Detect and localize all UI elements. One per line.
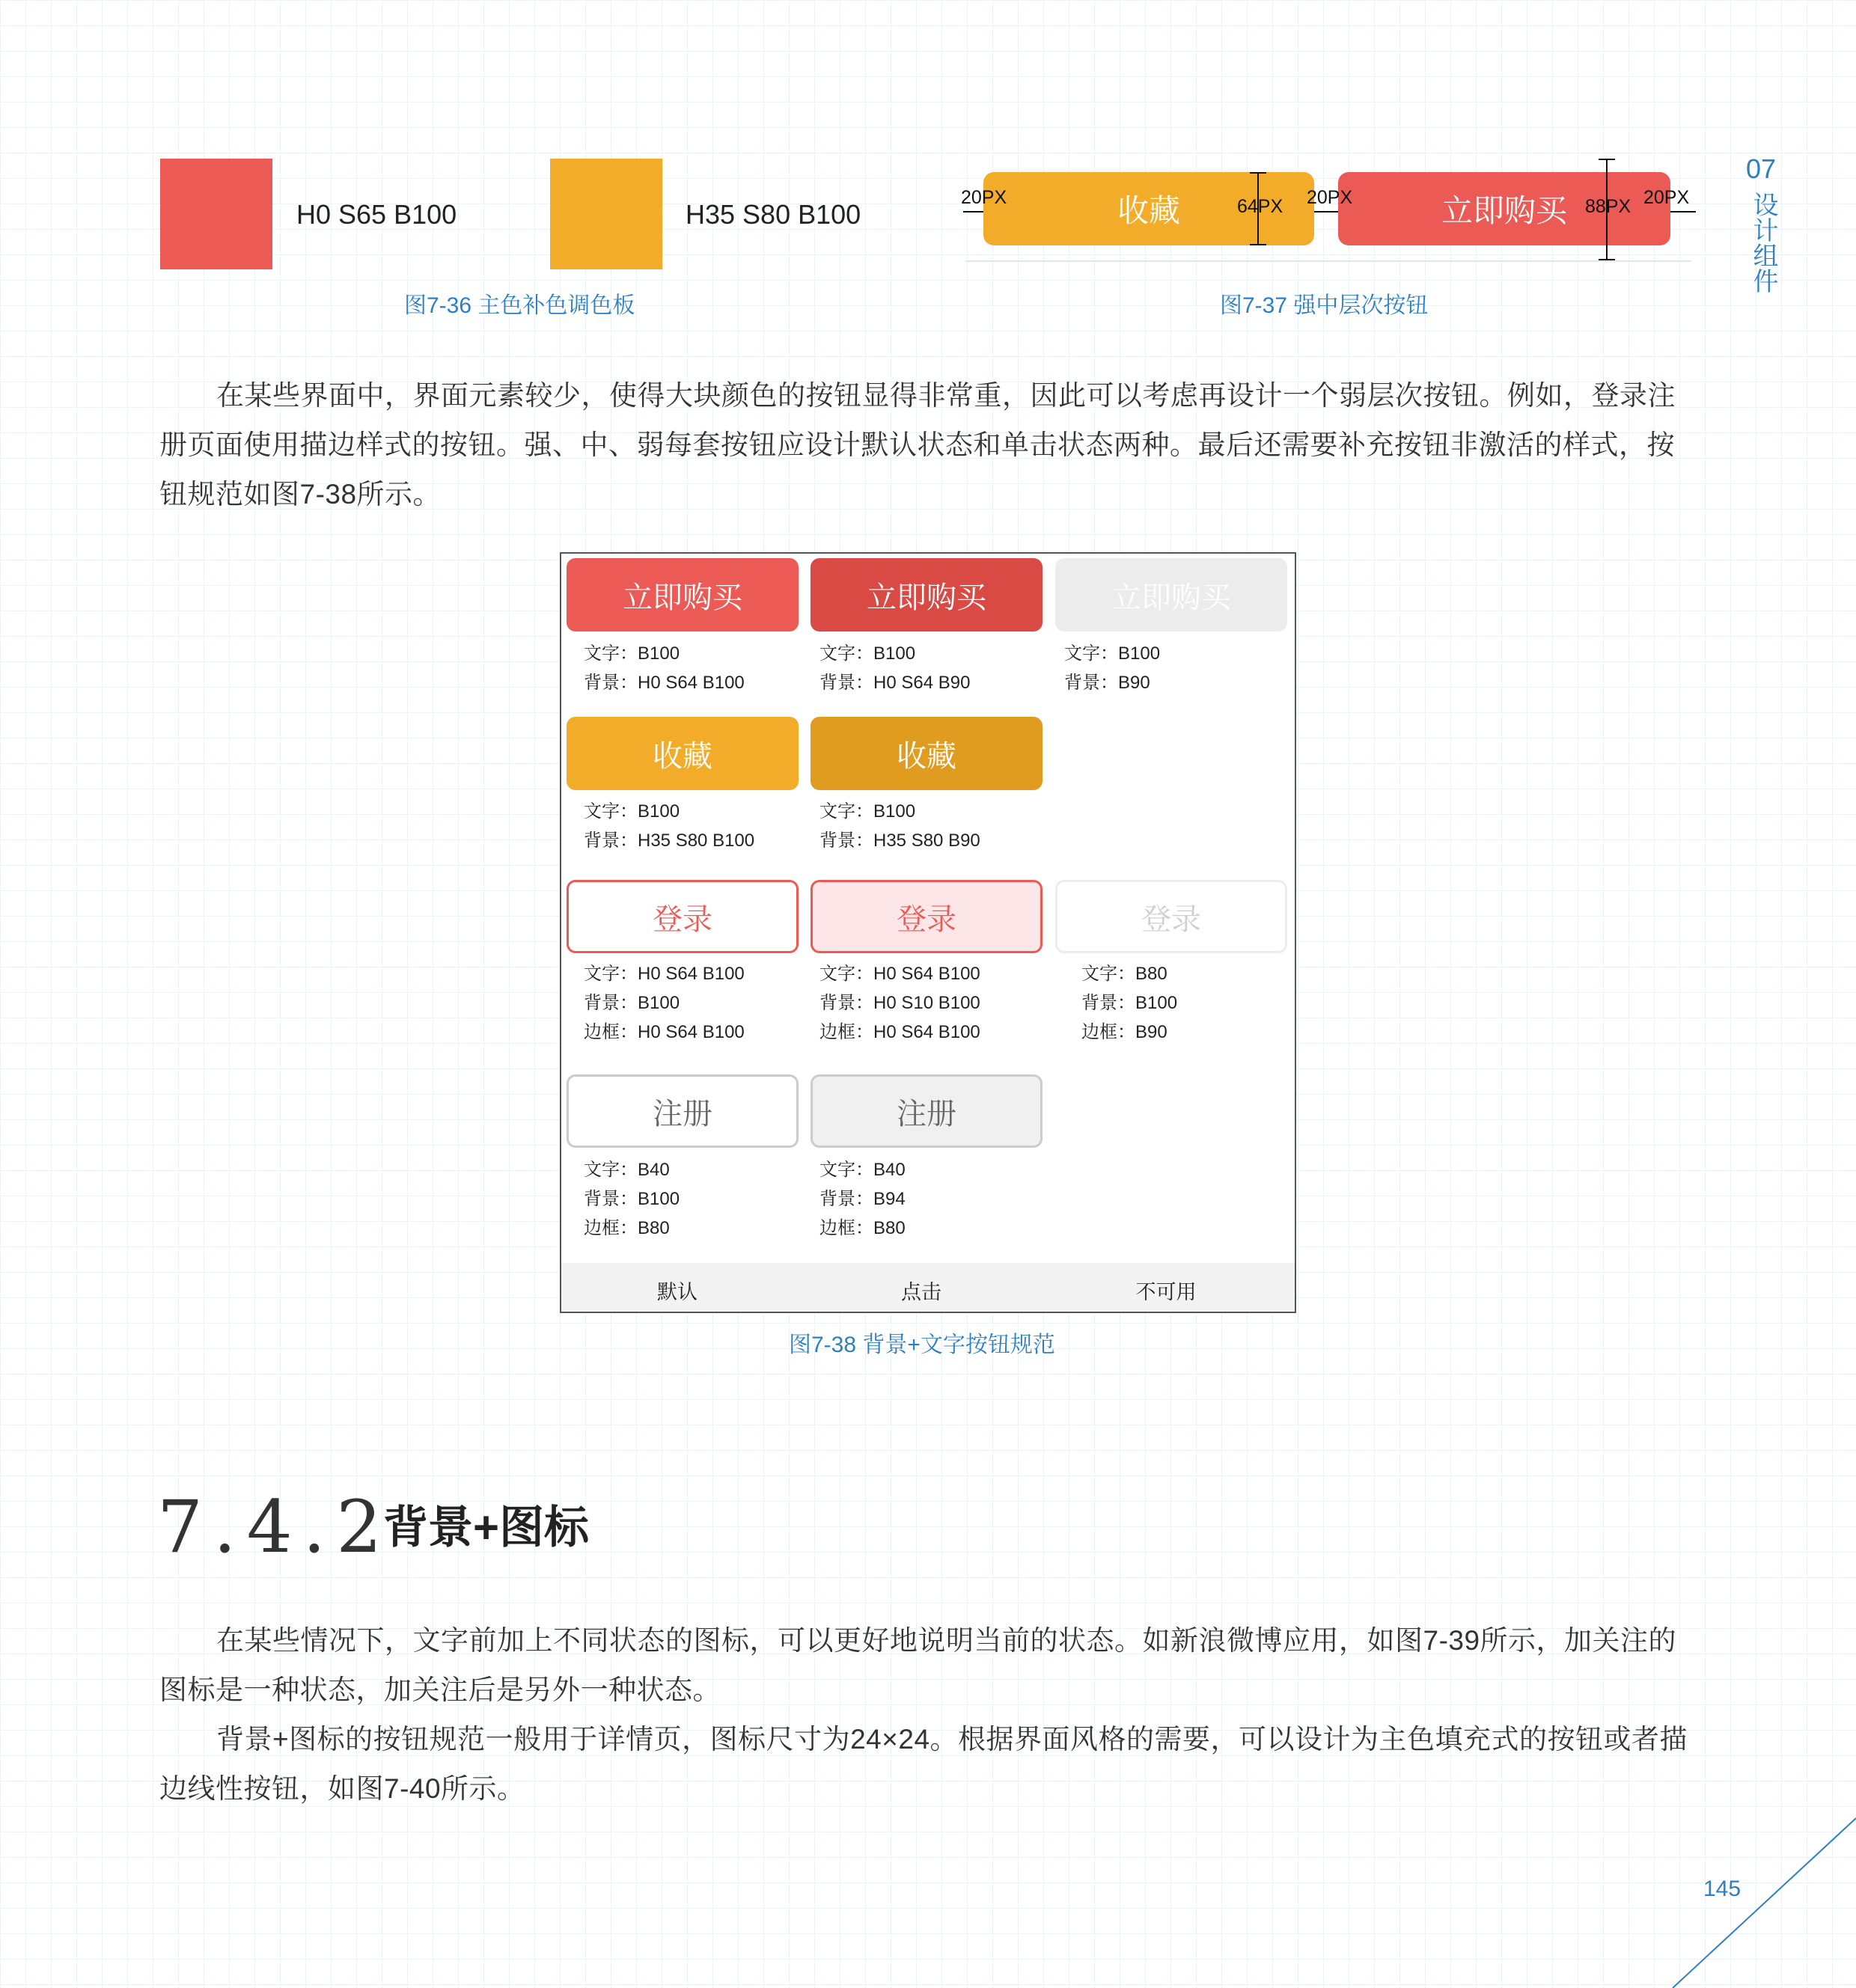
body-paragraph-3: [159, 1715, 1694, 1814]
swatch-orange-label: H35 S80 B100: [686, 199, 861, 230]
spec-note: 文字：B100 背景：H35 S80 B90: [819, 801, 980, 851]
login-button-disabled: 登录: [1055, 880, 1287, 953]
dimension-height-1: 64PX: [1237, 196, 1283, 217]
register-button-default: 注册: [567, 1074, 799, 1148]
body-paragraph-1-text: 在某些界面中，界面元素较少，使得大块颜色的按钮显得非常重，因此可以考虑再设计一个弱层次按钮。例如，登录注册页面使用描边样式的按钮。强、中、弱每套按钮应设计默认状态和单击状态两种。最后还需要补充按钮非激活的样式，按钮规范如图7-38所示。: [159, 380, 1676, 510]
spec-note: 文字：B40 背景：B94 边框：B80: [819, 1160, 906, 1238]
figure-caption-7-37: 图7-37 强中层次按钮: [1220, 293, 1429, 318]
spec-note: 文字：B80 背景：B100 边框：B90: [1081, 964, 1178, 1042]
spec-note: 文字：B100 背景：H35 S80 B100: [584, 801, 755, 851]
corner-decoration: [1669, 1811, 1856, 1988]
dimension-line: [1250, 172, 1266, 174]
dimension-line: [1599, 259, 1615, 260]
dimension-line: [1599, 159, 1615, 160]
state-label-pressed: 点击: [901, 1281, 941, 1303]
buy-button-pressed: 立即购买: [811, 558, 1043, 631]
spec-note: 文字：B100 背景：B90: [1064, 643, 1161, 693]
state-label-default: 默认: [657, 1281, 697, 1303]
chapter-title: 设计组件: [1749, 192, 1777, 293]
collect-button-pressed: 收藏: [811, 717, 1043, 790]
figure-caption-7-38: 图7-38 背景+文字按钮规范: [789, 1333, 1055, 1357]
section-number: 7.4.2: [157, 1485, 393, 1569]
body-paragraph-3-text: 背景+图标的按钮规范一般用于详情页，图标尺寸为24×24。根据界面风格的需要，可以设计为主色填充式的按钮或者描边线性按钮，如图7-40所示。: [159, 1724, 1688, 1804]
spec-baseline: [965, 260, 1691, 262]
figure-caption-7-36: 图7-36 主色补色调色板: [404, 293, 635, 318]
dimension-gap: 20PX: [1307, 187, 1353, 208]
login-button-pressed: 登录: [811, 880, 1043, 953]
swatch-red-label: H0 S65 B100: [296, 199, 457, 230]
spec-note: 文字：H0 S64 B100 背景：H0 S10 B100 边框：H0 S64 B100: [819, 964, 980, 1042]
dimension-line: [963, 211, 983, 212]
page-number: 145: [1703, 1877, 1741, 1901]
dimension-line: [1670, 211, 1696, 212]
swatch-red: [160, 159, 272, 269]
body-paragraph-2-text: 在某些情况下，文字前加上不同状态的图标，可以更好地说明当前的状态。如新浪微博应用，如图7-39所示，加关注的图标是一种状态，加关注后是另外一种状态。: [159, 1625, 1677, 1705]
collect-button-sample: 收藏: [983, 172, 1314, 245]
body-paragraph-2: [159, 1616, 1694, 1715]
spec-note: 文字：B100 背景：H0 S64 B90: [819, 643, 971, 693]
buy-button-sample: 立即购买: [1338, 172, 1670, 245]
buy-button-default: 立即购买: [567, 558, 799, 631]
button-spec-figure: [560, 552, 1296, 1313]
spec-note: 文字：B40 背景：B100 边框：B80: [584, 1160, 680, 1238]
spec-note: 文字：B100 背景：H0 S64 B100: [584, 643, 745, 693]
swatch-orange: [550, 159, 662, 269]
dimension-pad-right: 20PX: [1643, 187, 1690, 208]
dimension-pad-left: 20PX: [961, 187, 1007, 208]
buy-button-disabled: 立即购买: [1055, 558, 1287, 631]
dimension-line: [1250, 244, 1266, 245]
dimension-height-2: 88PX: [1585, 196, 1631, 217]
login-button-default: 登录: [567, 880, 799, 953]
collect-button-default: 收藏: [567, 717, 799, 790]
chapter-number: 07: [1745, 153, 1777, 184]
spec-note: 文字：H0 S64 B100 背景：B100 边框：H0 S64 B100: [584, 964, 745, 1042]
section-title: 背景+图标: [383, 1502, 590, 1553]
body-paragraph-1: [159, 371, 1694, 519]
state-label-disabled: 不可用: [1135, 1281, 1197, 1303]
register-button-pressed: 注册: [811, 1074, 1043, 1148]
dimension-line: [1314, 211, 1338, 212]
